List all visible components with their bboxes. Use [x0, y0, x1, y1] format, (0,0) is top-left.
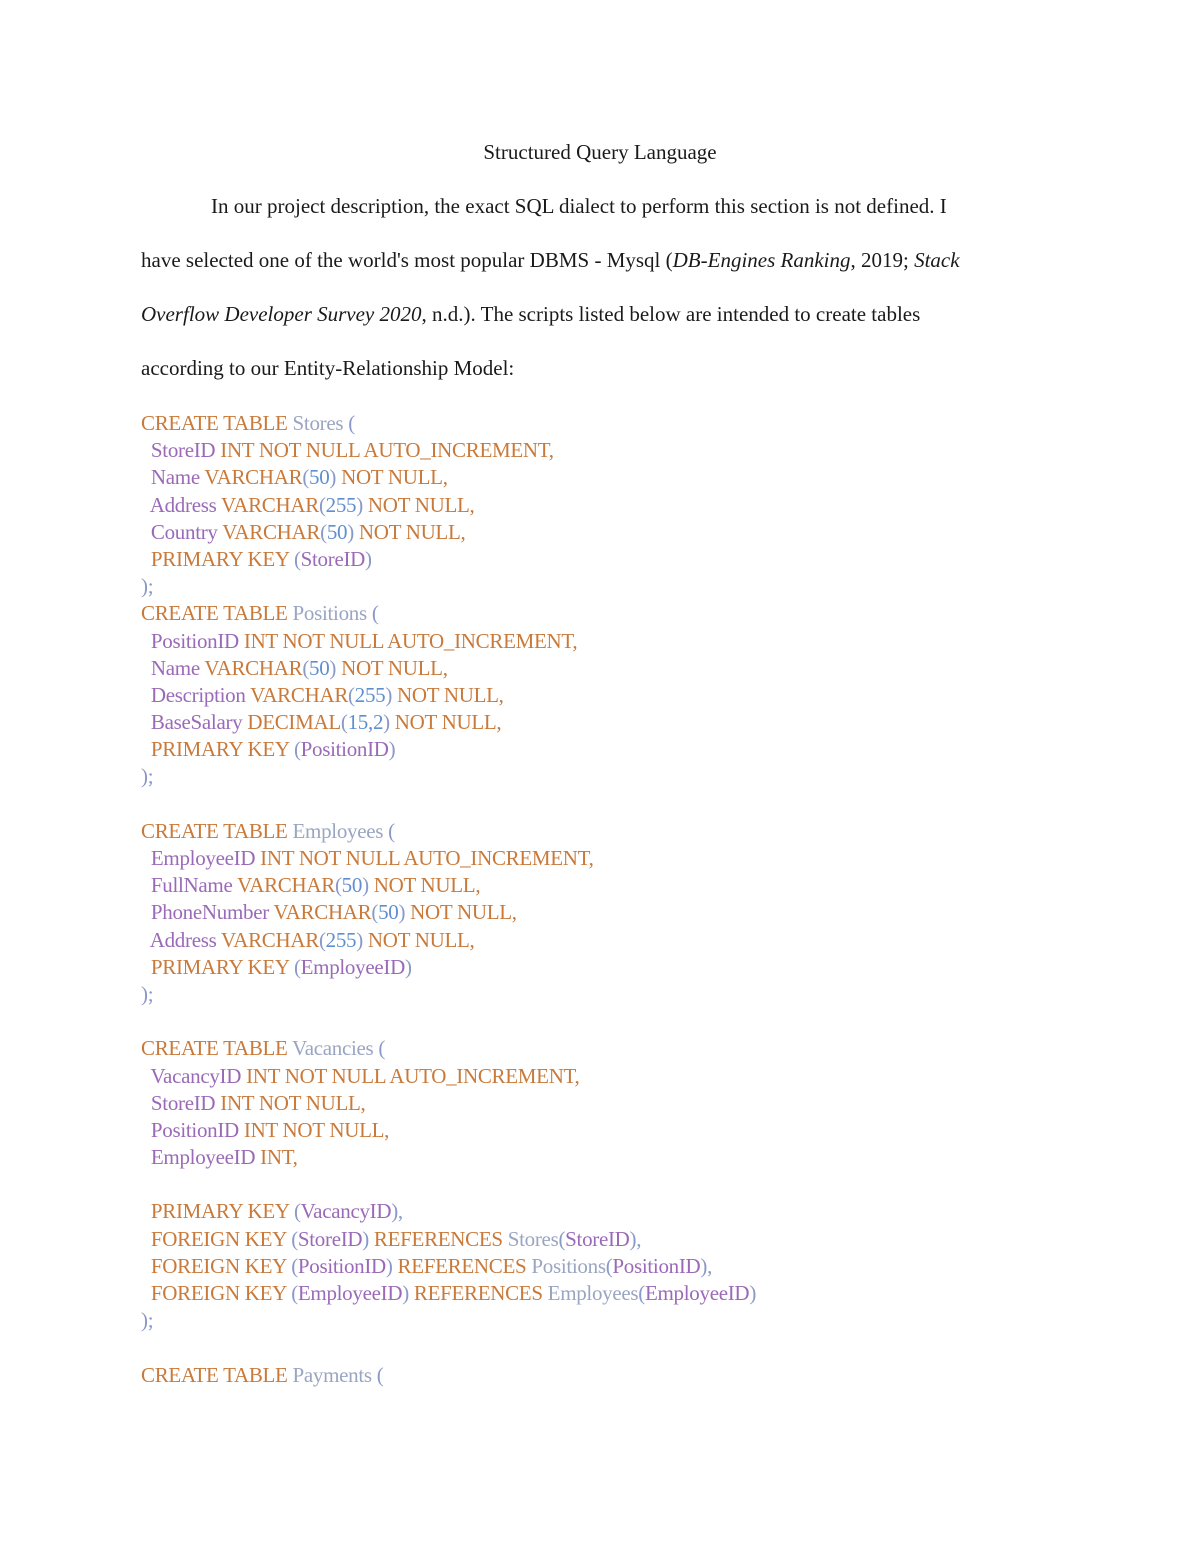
citation-stack: Stack: [914, 248, 960, 272]
sql-punctuation: (: [348, 682, 355, 707]
page-title: Structured Query Language: [483, 140, 717, 164]
sql-punctuation: (: [318, 927, 326, 952]
sql-number: 255: [325, 927, 357, 952]
sql-keyword: VARCHAR: [250, 682, 349, 707]
sql-punctuation: (: [318, 492, 326, 517]
sql-punctuation: (: [378, 1036, 386, 1061]
sql-number: 15,2: [347, 710, 384, 735]
code-line: [141, 736, 756, 763]
sql-identifier: Description: [141, 682, 251, 707]
sql-keyword: VARCHAR: [204, 655, 303, 680]
code-line: [141, 818, 756, 845]
intro-line-2: [141, 248, 1071, 273]
sql-punctuation: ): [329, 655, 337, 680]
sql-keyword: CREATE TABLE: [141, 1362, 293, 1387]
sql-number: 255: [325, 492, 357, 517]
sql-punctuation: (: [638, 1281, 645, 1305]
sql-table-name: Employees: [292, 818, 389, 843]
code-line: [141, 1307, 756, 1334]
sql-punctuation: ): [388, 737, 396, 762]
sql-keyword: INT NOT NULL,: [243, 1117, 390, 1142]
sql-identifier: Name: [141, 655, 205, 680]
sql-identifier: StoreID: [141, 1090, 221, 1115]
code-line: [141, 464, 756, 491]
sql-table-name: Stores: [507, 1226, 559, 1251]
sql-number: 50: [341, 873, 363, 898]
code-line: [141, 872, 756, 899]
sql-table-name: Positions: [292, 601, 372, 626]
sql-identifier: Country: [141, 519, 223, 544]
sql-keyword: FOREIGN KEY: [141, 1226, 292, 1251]
sql-punctuation: );: [141, 764, 154, 789]
intro-text: , 2019;: [850, 248, 915, 272]
sql-keyword: VARCHAR: [237, 873, 335, 898]
sql-punctuation: ),: [700, 1253, 713, 1278]
code-line: [141, 1090, 756, 1117]
sql-punctuation: (: [291, 1226, 298, 1251]
code-line: [141, 899, 756, 926]
code-line: [141, 1117, 756, 1144]
sql-keyword: REFERENCES: [392, 1253, 532, 1278]
sql-identifier: PositionID: [141, 1117, 244, 1142]
sql-punctuation: (: [293, 1199, 301, 1224]
sql-keyword: CREATE TABLE: [141, 1036, 293, 1061]
sql-keyword: NOT NULL,: [389, 710, 502, 735]
sql-keyword: VARCHAR: [273, 900, 372, 925]
sql-identifier: BaseSalary: [141, 710, 248, 735]
code-line: [141, 437, 756, 464]
sql-punctuation: ): [383, 710, 390, 735]
sql-punctuation: (: [320, 519, 327, 544]
sql-punctuation: (: [291, 1253, 298, 1278]
code-line: [141, 927, 756, 954]
code-line: [141, 546, 756, 573]
code-line: [141, 709, 756, 736]
sql-punctuation: ),: [391, 1199, 403, 1224]
intro-text: have selected one of the world's most popular DBMS - Mysql (: [141, 248, 673, 272]
intro-line-1: In our project description, the exact SQL dialect to perform this section is not defined. I: [211, 194, 947, 218]
sql-table-name: Vacancies: [292, 1036, 379, 1061]
code-line: [141, 1008, 756, 1035]
sql-keyword: NOT NULL,: [336, 655, 448, 680]
sql-identifier: PositionID: [297, 1253, 386, 1278]
sql-number: 50: [309, 655, 330, 680]
intro-text: , n.d.). The scripts listed below are intended to create tables: [421, 302, 921, 326]
sql-keyword: NOT NULL,: [362, 927, 475, 952]
sql-identifier: EmployeeID: [141, 1145, 261, 1170]
sql-keyword: REFERENCES: [408, 1281, 548, 1305]
sql-identifier: PositionID: [612, 1253, 701, 1278]
code-line: [141, 1144, 756, 1171]
sql-identifier: EmployeeID: [300, 954, 405, 979]
intro-line-4: according to our Entity-Relationship Model:: [141, 356, 515, 380]
sql-punctuation: ): [385, 682, 393, 707]
sql-punctuation: ): [356, 492, 363, 517]
sql-table-name: Payments: [292, 1362, 377, 1387]
sql-punctuation: ): [404, 954, 412, 979]
sql-identifier: VacancyID: [141, 1063, 247, 1088]
sql-keyword: PRIMARY KEY: [141, 737, 294, 762]
sql-number: 50: [309, 465, 330, 490]
sql-identifier: PositionID: [300, 737, 389, 762]
code-line: [141, 981, 756, 1008]
code-line: [141, 628, 756, 655]
code-line: [141, 1035, 756, 1062]
sql-number: 50: [326, 519, 348, 544]
sql-keyword: INT NOT NULL AUTO_INCREMENT,: [220, 438, 554, 463]
sql-punctuation: (: [293, 546, 301, 571]
sql-code-block: [141, 410, 756, 1389]
code-line: [141, 1334, 756, 1361]
citation-db-engines: DB-Engines Ranking: [672, 248, 851, 272]
sql-keyword: NOT NULL,: [392, 682, 504, 707]
sql-keyword: VARCHAR: [221, 492, 319, 517]
sql-punctuation: ): [398, 900, 406, 925]
sql-punctuation: ): [385, 1253, 393, 1278]
sql-punctuation: (: [334, 873, 342, 898]
code-line: [141, 1063, 756, 1090]
code-line: [141, 845, 756, 872]
sql-number: 255: [354, 682, 386, 707]
code-line: [141, 1171, 756, 1198]
sql-punctuation: ): [329, 465, 337, 490]
sql-punctuation: );: [141, 574, 154, 599]
sql-identifier: EmployeeID: [297, 1281, 403, 1305]
sql-identifier: Name: [141, 465, 205, 490]
code-line: [141, 763, 756, 790]
sql-punctuation: (: [558, 1226, 566, 1251]
sql-punctuation: ): [347, 519, 354, 544]
sql-keyword: VARCHAR: [221, 927, 319, 952]
code-line: [141, 600, 756, 627]
sql-punctuation: ): [402, 1281, 409, 1305]
sql-punctuation: (: [605, 1253, 613, 1278]
sql-keyword: INT NOT NULL AUTO_INCREMENT,: [260, 846, 594, 870]
sql-keyword: PRIMARY KEY: [141, 546, 294, 571]
code-line: [141, 492, 756, 519]
sql-identifier: StoreID: [300, 546, 366, 571]
sql-punctuation: ),: [629, 1226, 642, 1251]
sql-keyword: FOREIGN KEY: [141, 1281, 292, 1305]
sql-identifier: EmployeeID: [141, 846, 261, 870]
sql-punctuation: ): [356, 927, 363, 952]
sql-keyword: REFERENCES: [368, 1226, 508, 1251]
sql-punctuation: ): [365, 546, 372, 571]
sql-keyword: CREATE TABLE: [141, 818, 293, 843]
code-line: [141, 954, 756, 981]
sql-identifier: FullName: [141, 873, 238, 898]
sql-keyword: INT NOT NULL AUTO_INCREMENT,: [246, 1063, 580, 1088]
sql-keyword: NOT NULL,: [353, 519, 466, 544]
sql-keyword: CREATE TABLE: [141, 411, 293, 435]
sql-keyword: PRIMARY KEY: [141, 954, 294, 979]
sql-keyword: CREATE TABLE: [141, 601, 293, 626]
code-line: [141, 519, 756, 546]
sql-punctuation: (: [302, 465, 310, 490]
sql-identifier: StoreID: [297, 1226, 363, 1251]
sql-number: 50: [378, 900, 399, 925]
sql-identifier: Address: [141, 927, 222, 952]
sql-identifier: Address: [141, 492, 222, 517]
sql-keyword: FOREIGN KEY: [141, 1253, 292, 1278]
sql-identifier: StoreID: [565, 1226, 630, 1251]
sql-punctuation: (: [371, 900, 379, 925]
sql-keyword: INT,: [260, 1145, 298, 1170]
sql-punctuation: ): [362, 873, 369, 898]
code-line: [141, 410, 756, 437]
sql-punctuation: ): [362, 1226, 369, 1251]
sql-punctuation: (: [348, 411, 355, 435]
code-line: [141, 1362, 756, 1389]
sql-punctuation: ): [749, 1281, 757, 1305]
sql-table-name: Employees: [547, 1281, 639, 1305]
sql-identifier: EmployeeID: [645, 1281, 750, 1305]
sql-punctuation: (: [302, 655, 310, 680]
citation-stack-overflow: Overflow Developer Survey 2020: [141, 302, 422, 326]
intro-line-3: [141, 302, 1071, 327]
sql-identifier: VacancyID: [300, 1199, 392, 1224]
code-line: [141, 655, 756, 682]
sql-keyword: VARCHAR: [204, 465, 303, 490]
sql-keyword: PRIMARY KEY: [141, 1199, 294, 1224]
sql-keyword: NOT NULL,: [405, 900, 517, 925]
code-line: [141, 1226, 756, 1253]
sql-keyword: NOT NULL,: [336, 465, 448, 490]
code-line: [141, 682, 756, 709]
sql-keyword: DECIMAL: [247, 710, 341, 735]
sql-identifier: PositionID: [141, 628, 244, 653]
sql-identifier: PhoneNumber: [141, 900, 274, 925]
sql-punctuation: (: [293, 737, 301, 762]
sql-punctuation: (: [291, 1281, 298, 1305]
sql-table-name: Positions: [531, 1253, 606, 1278]
sql-punctuation: (: [388, 818, 395, 843]
sql-punctuation: );: [141, 981, 154, 1006]
sql-punctuation: );: [141, 1308, 154, 1333]
sql-keyword: NOT NULL,: [362, 492, 475, 517]
sql-keyword: NOT NULL,: [368, 873, 481, 898]
code-line: [141, 573, 756, 600]
code-line: [141, 1280, 756, 1307]
sql-keyword: INT NOT NULL AUTO_INCREMENT,: [243, 628, 578, 653]
sql-punctuation: (: [371, 601, 379, 626]
code-line: [141, 791, 756, 818]
sql-punctuation: (: [376, 1362, 384, 1387]
code-line: [141, 1253, 756, 1280]
sql-keyword: VARCHAR: [222, 519, 321, 544]
sql-identifier: StoreID: [141, 438, 221, 463]
sql-keyword: INT NOT NULL,: [220, 1090, 366, 1115]
sql-punctuation: (: [340, 710, 348, 735]
code-line: [141, 1198, 756, 1225]
sql-table-name: Stores: [292, 411, 349, 435]
sql-punctuation: (: [293, 954, 301, 979]
